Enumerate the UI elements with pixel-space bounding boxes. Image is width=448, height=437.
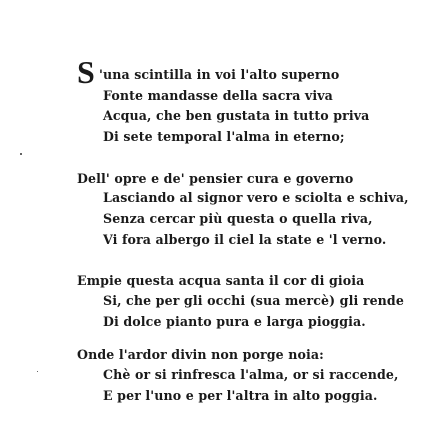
poem-line: Onde l'ardor divin non porge noia: <box>77 347 324 362</box>
poem-line: Acqua, che ben gustata in tutto priva <box>103 108 370 123</box>
ink-speck <box>20 153 22 155</box>
poem-line: Fonte mandasse della sacra viva <box>103 88 333 103</box>
poem-line: Vi fora albergo il ciel la state e 'l verno. <box>103 232 387 247</box>
poem-line: Dell' opre e de' pensier cura e governo <box>77 171 354 186</box>
poem-line: Si, che per gli occhi (sua mercè) gli rende <box>103 293 404 308</box>
poem-line: Di dolce pianto pura e larga pioggia. <box>103 314 366 329</box>
poem-line: 'una scintilla in voi l'alto superno <box>99 67 340 82</box>
poem-line: Chè or si rinfresca l'alma, or si raccende, <box>103 367 399 382</box>
poem-line: Empie questa acqua santa il cor di gioia <box>77 273 365 288</box>
drop-cap: S <box>77 54 95 90</box>
ink-speck <box>37 371 38 372</box>
poem-line: E per l'uno e per l'altra in alto poggia. <box>103 388 378 403</box>
poem-line: Lasciando al signor vero e sciolta e schiva, <box>103 190 409 205</box>
poem-line: Di sete temporal l'alma in eterno; <box>103 129 345 144</box>
poem-line: Senza cercar più questa o quella riva, <box>103 211 373 226</box>
